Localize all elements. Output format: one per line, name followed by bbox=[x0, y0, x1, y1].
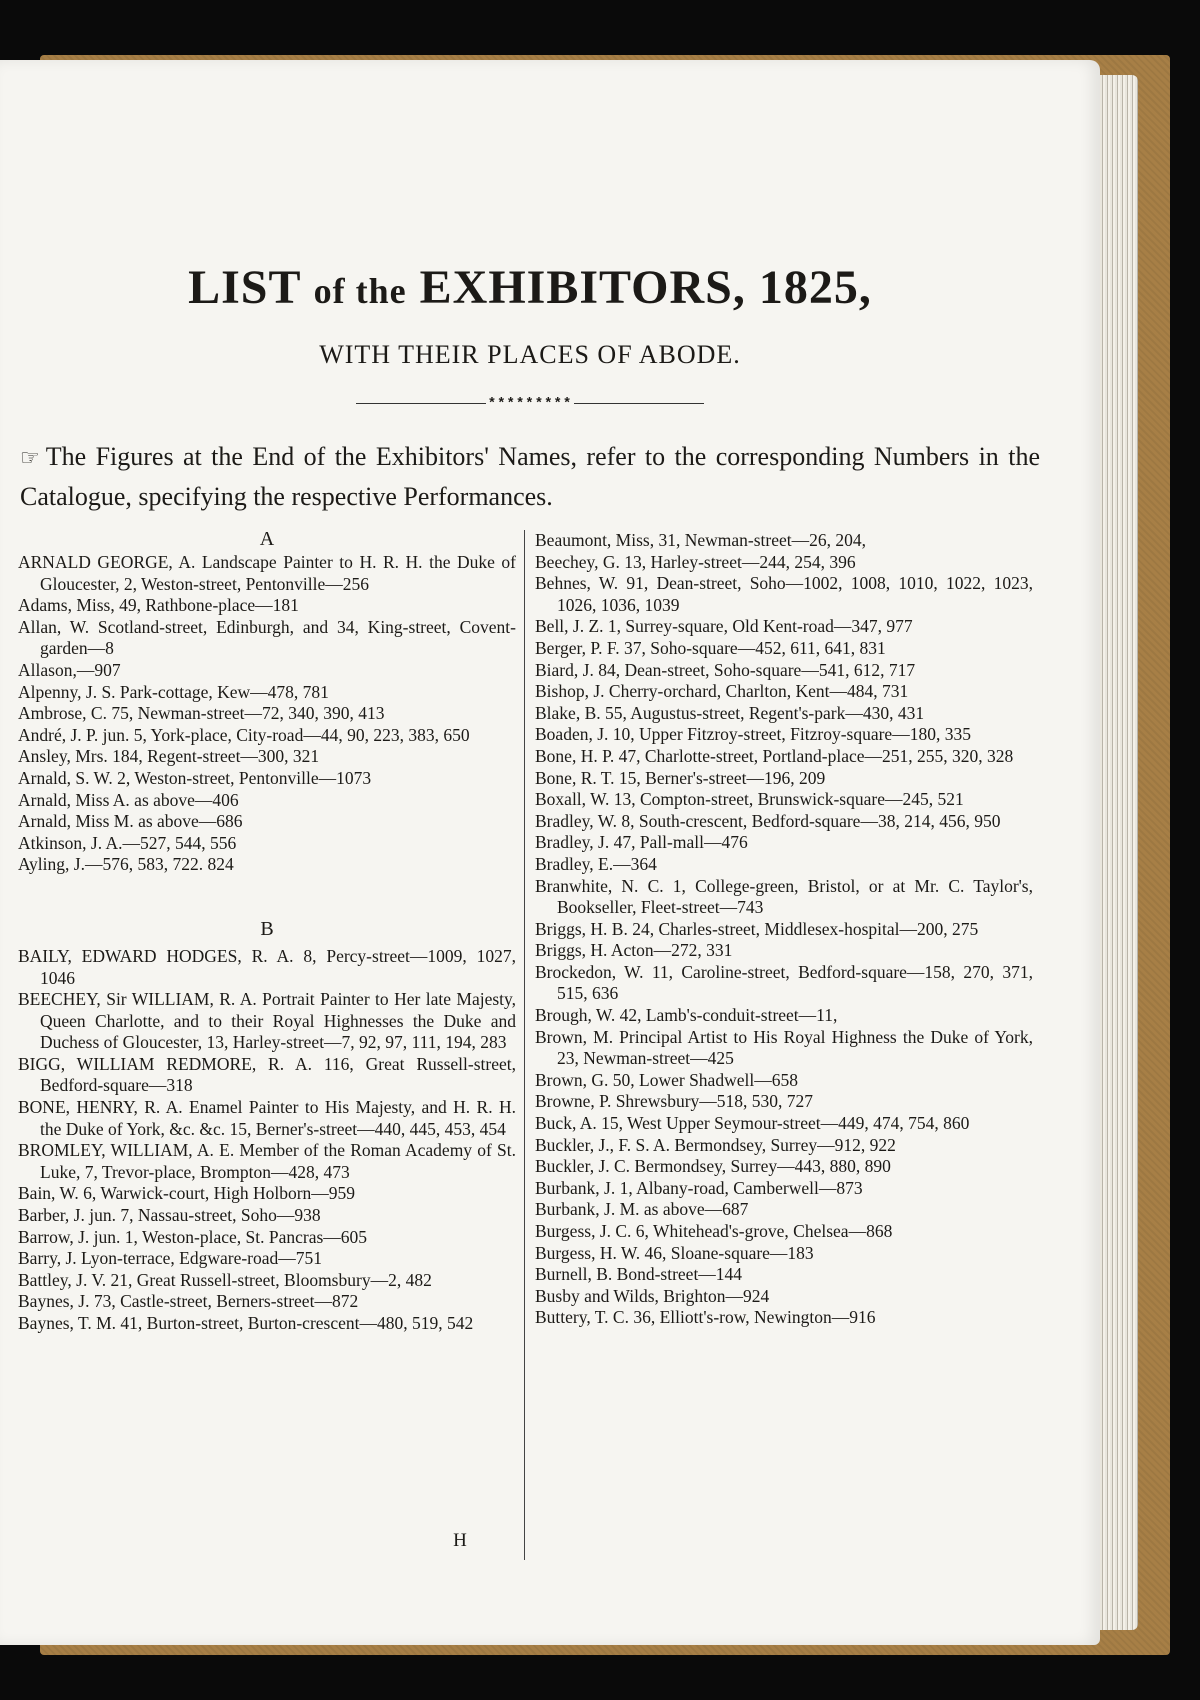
exhibitor-entry: Briggs, H. B. 24, Charles-street, Middlesex-hospital—200, 275 bbox=[535, 918, 979, 939]
exhibitor-entry: Burnell, B. Bond-street—144 bbox=[535, 1264, 743, 1285]
note-text: The Figures at the End of the Exhibitors' Names, refer to the corresponding Numbers in the Catalogue, specifying the respective Performances. bbox=[20, 442, 1040, 511]
exhibitor-entry: Buckler, J. C. Bermondsey, Surrey—443, 880, 890 bbox=[535, 1156, 891, 1177]
exhibitor-entry: Allan, W. Scotland-street, Edinburgh, and 34, King-street, Covent-garden—8 bbox=[18, 616, 516, 659]
pointing-hand-icon: ☞ bbox=[20, 446, 40, 471]
page-subtitle: WITH THEIR PLACES OF ABODE. bbox=[319, 340, 741, 369]
exhibitor-entry: BAILY, EDWARD HODGES, R. A. 8, Percy-street—1009, 1027, 1046 bbox=[18, 945, 516, 988]
ornament-stars: ********* bbox=[487, 396, 573, 412]
section-letter-a: A bbox=[259, 528, 275, 550]
exhibitor-entry: Bain, W. 6, Warwick-court, High Holborn—959 bbox=[18, 1183, 356, 1204]
title-part-list: LIST bbox=[188, 261, 301, 314]
exhibitor-entry: Behnes, W. 91, Dean-street, Soho—1002, 1008, 1010, 1022, 1023, 1026, 1036, 1039 bbox=[535, 573, 1033, 615]
exhibitor-entry: BEECHEY, Sir WILLIAM, R. A. Portrait Painter to Her late Majesty, Queen Charlotte, and to their Royal Highnesses the Duke and Duchess of Gloucester, 13, Harley-street—7, 92, 97, 111, 194, 283 bbox=[18, 989, 516, 1053]
exhibitor-entry: Briggs, H. Acton—272, 331 bbox=[535, 940, 733, 961]
exhibitor-entry: Branwhite, N. C. 1, College-green, Bristol, or at Mr. C. Taylor's, Bookseller, Fleet-street—743 bbox=[535, 875, 1033, 918]
exhibitor-entry: Arnald, Miss M. as above—686 bbox=[18, 811, 243, 832]
exhibitor-entry: Barber, J. jun. 7, Nassau-street, Soho—938 bbox=[18, 1205, 321, 1226]
exhibitor-entry: ARNALD GEORGE, A. Landscape Painter to H. R. H. the Duke of Gloucester, 2, Weston-street, Pentonville—256 bbox=[18, 552, 516, 594]
entries-a bbox=[18, 552, 516, 876]
exhibitor-entry: Barrow, J. jun. 1, Weston-place, St. Pancras—605 bbox=[18, 1226, 368, 1247]
exhibitor-entry: Brough, W. 42, Lamb's-conduit-street—11, bbox=[535, 1005, 838, 1026]
exhibitor-entry: Barry, J. Lyon-terrace, Edgware-road—751 bbox=[18, 1248, 323, 1269]
exhibitor-entry: Burbank, J. M. as above—687 bbox=[535, 1199, 749, 1220]
exhibitor-entry: Ansley, Mrs. 184, Regent-street—300, 321 bbox=[18, 746, 320, 767]
title-part-exhibitors: EXHIBITORS, 1825, bbox=[419, 261, 872, 314]
right-column bbox=[525, 530, 1033, 1560]
exhibitor-entry: Bone, H. P. 47, Charlotte-street, Portland-place—251, 255, 320, 328 bbox=[535, 745, 1014, 766]
exhibitor-entry: Busby and Wilds, Brighton—924 bbox=[535, 1285, 770, 1306]
exhibitor-entry: Berger, P. F. 37, Soho-square—452, 611, 641, 831 bbox=[535, 637, 886, 658]
exhibitor-entry: Alpenny, J. S. Park-cottage, Kew—478, 781 bbox=[18, 681, 329, 702]
exhibitor-entry: Ambrose, C. 75, Newman-street—72, 340, 390, 413 bbox=[18, 703, 385, 724]
exhibitor-entry: Burgess, J. C. 6, Whitehead's-grove, Chelsea—868 bbox=[535, 1221, 893, 1241]
ornament-divider bbox=[0, 396, 1060, 412]
signature-mark: H bbox=[453, 1530, 467, 1551]
exhibitor-entry: Bradley, W. 8, South-crescent, Bedford-square—38, 214, 456, 950 bbox=[535, 810, 1001, 831]
exhibitor-entry: Allason,—907 bbox=[18, 659, 121, 680]
exhibitor-entry: Bradley, E.—364 bbox=[535, 853, 657, 874]
entries-b-right bbox=[535, 530, 1033, 1329]
exhibitor-entry: Arnald, Miss A. as above—406 bbox=[18, 789, 239, 810]
exhibitor-entry: Ayling, J.—576, 583, 722. 824 bbox=[18, 854, 234, 875]
exhibitor-entry: Beaumont, Miss, 31, Newman-street—26, 204, bbox=[535, 530, 866, 550]
exhibitor-entry: Adams, Miss, 49, Rathbone-place—181 bbox=[18, 595, 299, 616]
title-part-ofthe: of the bbox=[313, 271, 407, 311]
exhibitor-columns bbox=[18, 530, 1033, 1560]
exhibitor-entry: Brown, M. Principal Artist to His Royal Highness the Duke of York, 23, Newman-street—425 bbox=[535, 1026, 1033, 1069]
catalogue-note bbox=[20, 438, 1040, 516]
exhibitor-entry: Arnald, S. W. 2, Weston-street, Pentonville—1073 bbox=[18, 767, 372, 788]
exhibitor-entry: Burgess, H. W. 46, Sloane-square—183 bbox=[535, 1242, 814, 1263]
exhibitor-entry: Baynes, T. M. 41, Burton-street, Burton-crescent—480, 519, 542 bbox=[18, 1313, 474, 1333]
exhibitor-entry: Buttery, T. C. 36, Elliott's-row, Newington—916 bbox=[535, 1307, 876, 1328]
exhibitor-entry: Brown, G. 50, Lower Shadwell—658 bbox=[535, 1069, 798, 1090]
exhibitor-entry: Browne, P. Shrewsbury—518, 530, 727 bbox=[535, 1091, 814, 1112]
left-column bbox=[18, 530, 525, 1560]
exhibitor-entry: Beechey, G. 13, Harley-street—244, 254, 396 bbox=[535, 551, 856, 572]
exhibitor-entry: Bone, R. T. 15, Berner's-street—196, 209 bbox=[535, 767, 826, 788]
exhibitor-entry: Blake, B. 55, Augustus-street, Regent's-park—430, 431 bbox=[535, 702, 925, 723]
page-title bbox=[0, 260, 1060, 315]
exhibitor-entry: Bishop, J. Cherry-orchard, Charlton, Kent—484, 731 bbox=[535, 681, 909, 702]
exhibitor-entry: André, J. P. jun. 5, York-place, City-road—44, 90, 223, 383, 650 bbox=[18, 724, 470, 745]
section-letter-b: B bbox=[260, 917, 274, 940]
exhibitor-entry: Burbank, J. 1, Albany-road, Camberwell—873 bbox=[535, 1177, 863, 1198]
exhibitor-entry: Boaden, J. 10, Upper Fitzroy-street, Fitzroy-square—180, 335 bbox=[535, 724, 971, 745]
exhibitor-entry: BROMLEY, WILLIAM, A. E. Member of the Roman Academy of St. Luke, 7, Trevor-place, Brompton—428, 473 bbox=[18, 1140, 516, 1182]
exhibitor-entry: Biard, J. 84, Dean-street, Soho-square—541, 612, 717 bbox=[535, 659, 916, 680]
exhibitor-entry: Bell, J. Z. 1, Surrey-square, Old Kent-road—347, 977 bbox=[535, 616, 913, 637]
exhibitor-entry: Buckler, J., F. S. A. Bermondsey, Surrey—912, 922 bbox=[535, 1134, 896, 1155]
exhibitor-entry: Baynes, J. 73, Castle-street, Berners-street—872 bbox=[18, 1291, 359, 1312]
exhibitor-entry: Bradley, J. 47, Pall-mall—476 bbox=[535, 832, 748, 853]
book-page bbox=[0, 60, 1100, 1645]
exhibitor-entry: Atkinson, J. A.—527, 544, 556 bbox=[18, 832, 237, 853]
exhibitor-entry: Brockedon, W. 11, Caroline-street, Bedford-square—158, 270, 371, 515, 636 bbox=[535, 961, 1033, 1004]
exhibitor-entry: BONE, HENRY, R. A. Enamel Painter to His Majesty, and H. R. H. the Duke of York, &c. &c. 15, Berner's-street—440, 445, 453, 454 bbox=[18, 1097, 516, 1139]
exhibitor-entry: Buck, A. 15, West Upper Seymour-street—449, 474, 754, 860 bbox=[535, 1113, 970, 1134]
entries-b-left bbox=[18, 946, 516, 1335]
exhibitor-entry: Boxall, W. 13, Compton-street, Brunswick-square—245, 521 bbox=[535, 789, 964, 810]
exhibitor-entry: BIGG, WILLIAM REDMORE, R. A. 116, Great Russell-street, Bedford-square—318 bbox=[18, 1053, 516, 1096]
exhibitor-entry: Battley, J. V. 21, Great Russell-street, Bloomsbury—2, 482 bbox=[18, 1269, 432, 1290]
